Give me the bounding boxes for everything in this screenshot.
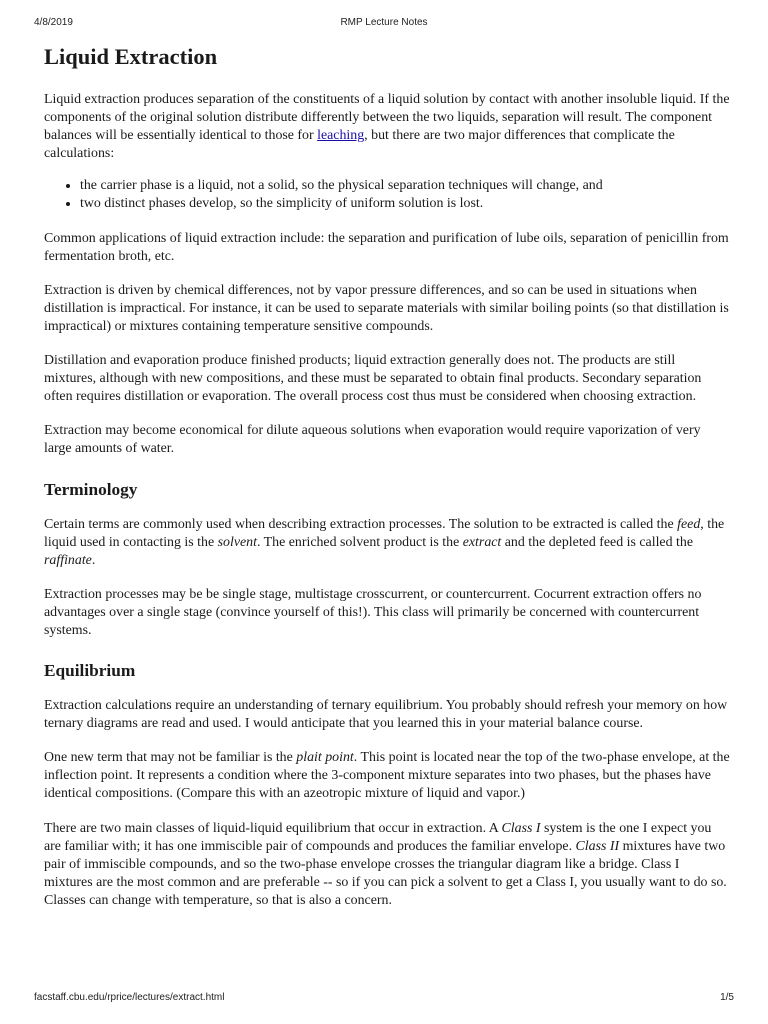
term-raffinate: raffinate	[44, 552, 92, 568]
term-text-4: and the depleted feed is called the	[501, 534, 693, 550]
print-title: RMP Lecture Notes	[340, 17, 428, 28]
class-text-3: mixtures have two pair of immiscible compounds, and so the two-phase envelope crosses the triangular diagram like a bridge. Class I mixtures are the most common and are preferable -- so if you can pick a solvent to get a Class I, you usually want to do so. Classes can change with temperature, so that is also a concern.	[44, 838, 727, 908]
term-text-2: , the liquid used in contacting is the	[44, 516, 725, 550]
page-title: Liquid Extraction	[44, 44, 218, 69]
equilibrium-paragraph-1: Extraction calculations require an understanding of ternary equilibrium. You probably should refresh your memory on how ternary diagrams are read and used. I would anticipate that you learned this in your material balance course.	[44, 698, 728, 732]
applications-paragraph: Common applications of liquid extraction include: the separation and purification of lube oils, separation of penicillin from fermentation broth, etc.	[44, 230, 729, 264]
equilibrium-paragraph-3	[44, 820, 730, 910]
economical-paragraph: Extraction may become economical for dilute aqueous solutions when evaporation would require vaporization of very large amounts of water.	[44, 423, 701, 457]
equilibrium-heading: Equilibrium	[44, 661, 136, 681]
class-text-2: system is the one I expect you are familiar with; it has one immiscible pair of compounds and produces the familiar envelope.	[44, 820, 712, 854]
class-text-1: There are two main classes of liquid-liquid equilibrium that occur in extraction. A	[44, 820, 502, 836]
print-url: facstaff.cbu.edu/rprice/lectures/extract.html	[34, 992, 225, 1003]
print-footer	[34, 992, 734, 1006]
leaching-link[interactable]: leaching	[317, 128, 365, 144]
driven-paragraph: Extraction is driven by chemical differences, not by vapor pressure differences, and so can be used in situations when distillation is impractical. For instance, it can be used to separate materials with similar boiling points (so that distillation is impractical) or mixtures containing temperature sensitive compounds.	[44, 282, 729, 334]
equilibrium-paragraph-2	[44, 749, 730, 803]
print-date: 4/8/2019	[34, 17, 73, 28]
plait-text-2: . This point is located near the top of the two-phase envelope, at the inflection point. It represents a condition where the 3-component mixture separates into two phases, but the phases have identical compositions. (Compare this with an azeotropic mixture of liquid and vapor.)	[44, 750, 730, 802]
term-class-2: Class II	[575, 838, 620, 854]
intro-paragraph	[44, 91, 730, 163]
distillation-paragraph: Distillation and evaporation produce finished products; liquid extraction generally does not. The products are still mixtures, although with new compositions, and these must be separated to obtain final products. Secondary separation often requires distillation or evaporation. The overall process cost thus must be considered when choosing extraction.	[44, 353, 702, 405]
term-solvent: solvent	[217, 534, 257, 550]
list-item: • the carrier phase is a liquid, not a solid, so the physical separation techniques will change, and	[80, 177, 730, 195]
intro-text-1: Liquid extraction produces separation of the constituents of a liquid solution by contact with another insoluble liquid. If the components of the original solution distribute differently between the two liquids, separation will result. The component balances will be essentially identical to those for	[44, 92, 730, 144]
term-extract: extract	[462, 534, 502, 550]
print-header	[34, 17, 734, 31]
intro-text-2: , but there are two major differences that complicate the calculations:	[44, 128, 675, 162]
term-text-3: . The enriched solvent product is the	[256, 534, 463, 550]
document-content	[44, 42, 730, 926]
term-plait-point: plait point	[296, 750, 354, 766]
terminology-paragraph-1	[44, 516, 730, 570]
differences-list	[44, 177, 730, 213]
term-text-5: .	[91, 552, 96, 568]
term-class-1: Class I	[501, 820, 541, 836]
terminology-heading: Terminology	[44, 479, 138, 499]
plait-text-1: One new term that may not be familiar is the	[44, 750, 297, 766]
page-number: 1/5	[720, 992, 734, 1003]
term-text-1: Certain terms are commonly used when describing extraction processes. The solution to be extracted is called the	[44, 516, 678, 532]
terminology-paragraph-2: Extraction processes may be be single stage, multistage crosscurrent, or countercurrent. Cocurrent extraction offers no advantages over a single stage (convince yourself of this!). This class will primarily be concerned with countercurrent systems.	[44, 586, 702, 638]
term-feed: feed	[677, 516, 701, 532]
list-item: • two distinct phases develop, so the simplicity of uniform solution is lost.	[80, 195, 730, 213]
